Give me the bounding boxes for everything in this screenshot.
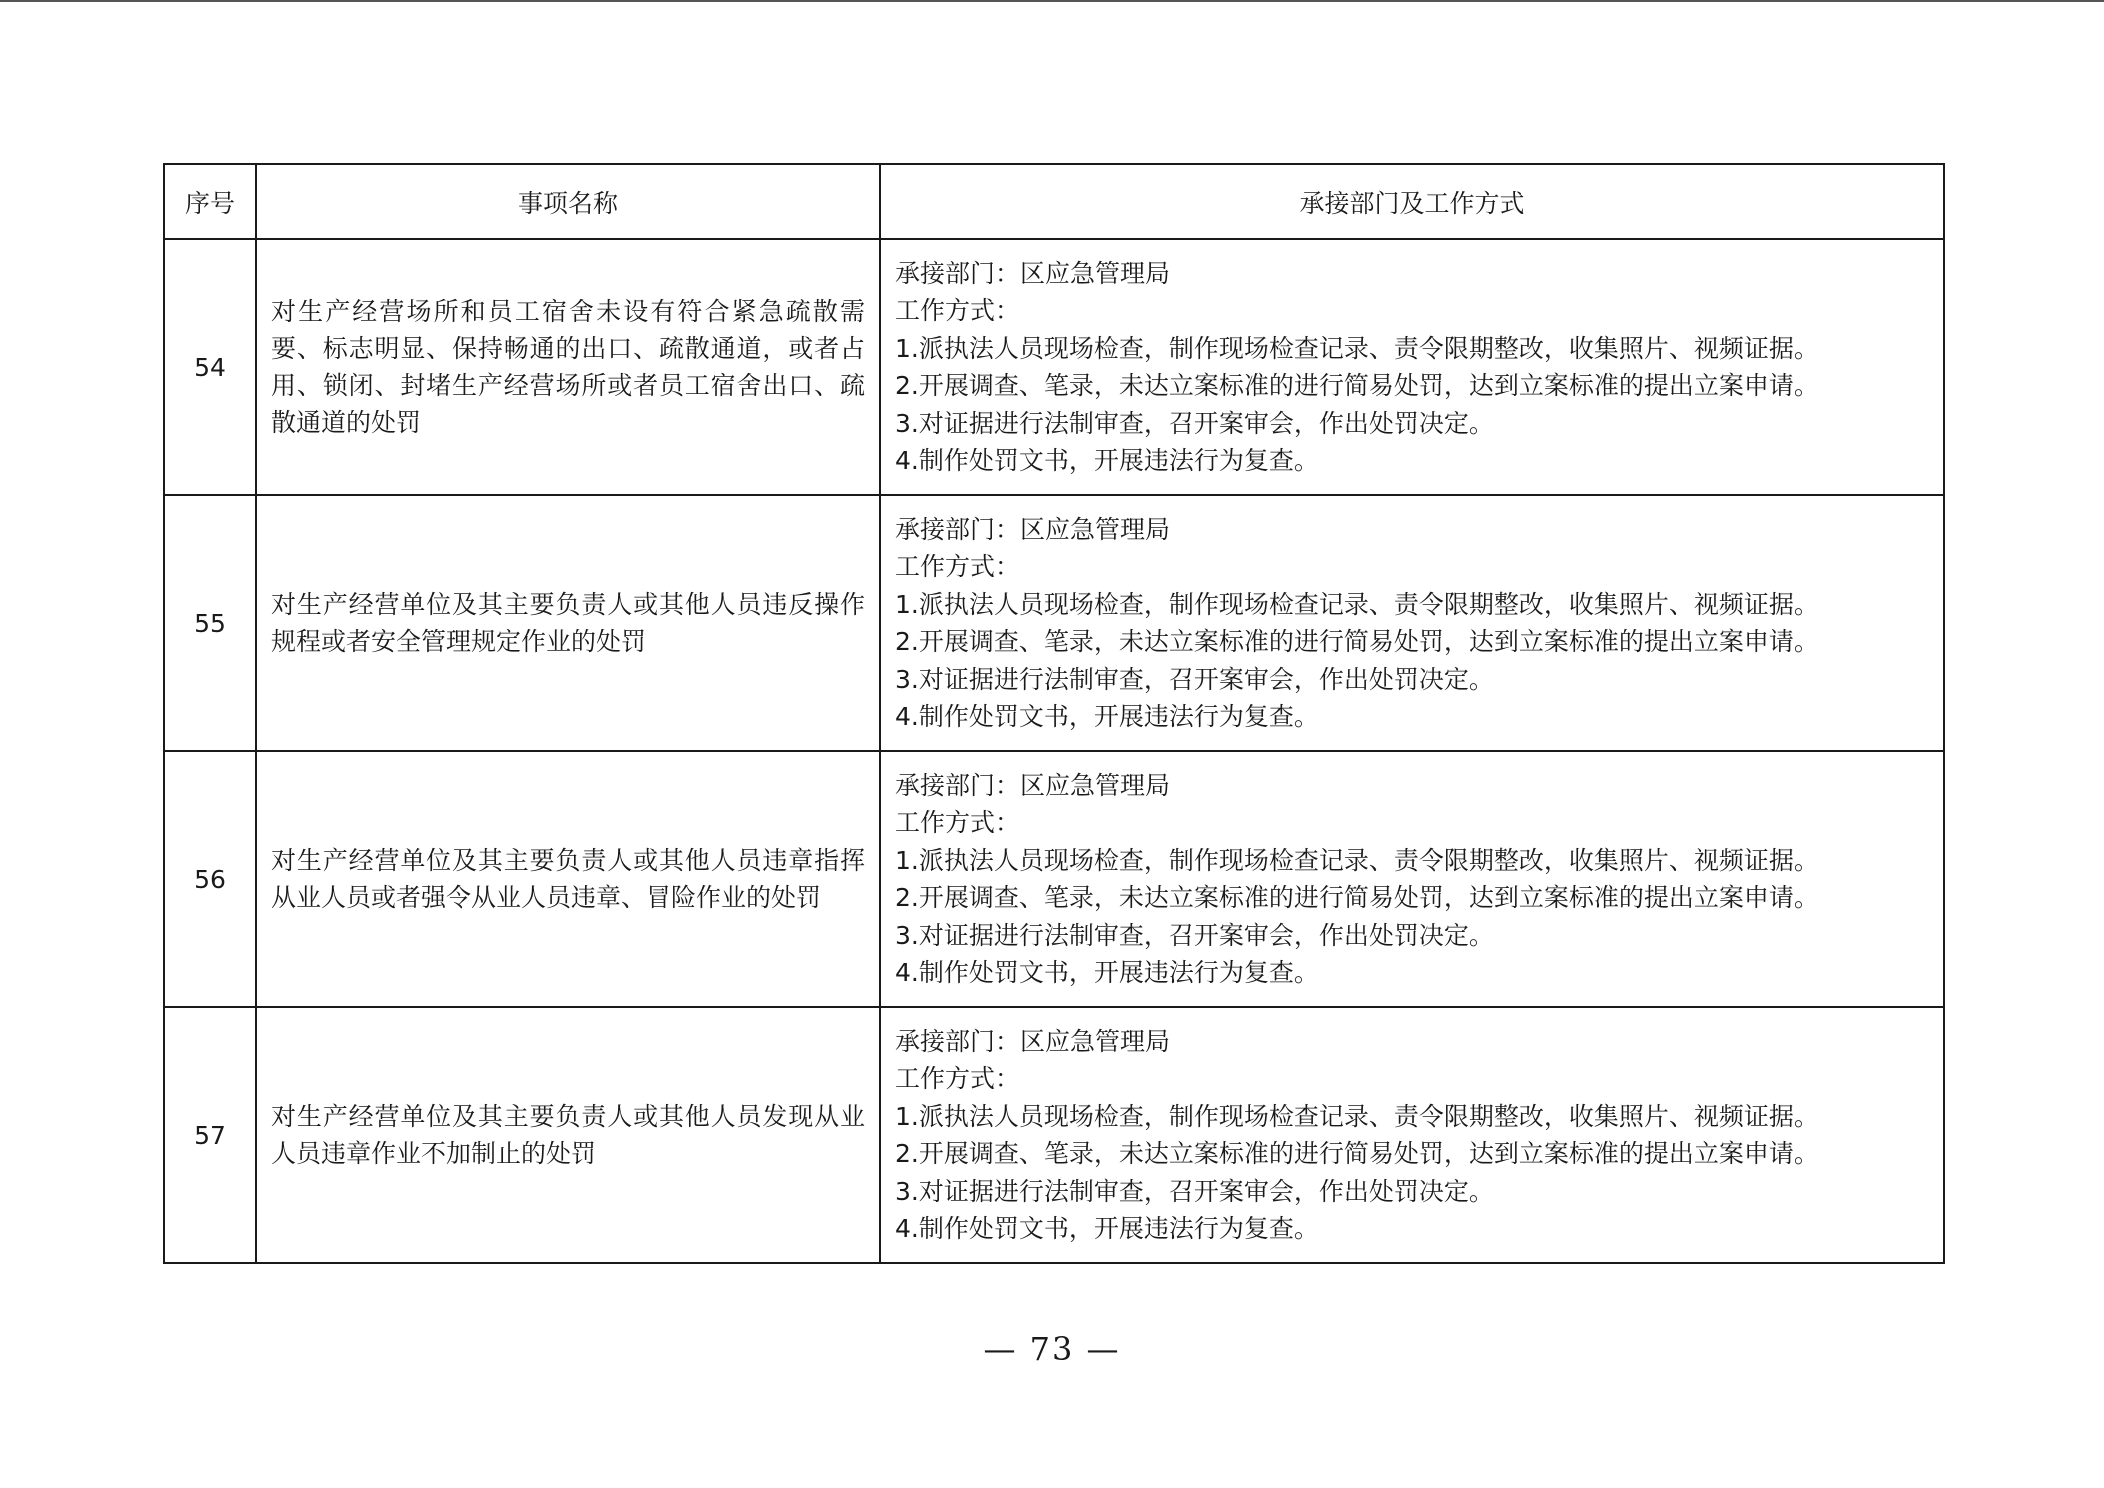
step-text: 开展调查、笔录，未达立案标准的进行简易处罚，达到立案标准的提出立案申请。 [918, 627, 1819, 656]
step-1 [895, 842, 1929, 880]
item-name-cell: 对生产经营单位及其主要负责人或其他人员违反操作规程或者安全管理规定作业的处罚 [256, 495, 880, 751]
table-row [164, 495, 1944, 751]
top-border-line [0, 0, 2104, 2]
step-number: 4. [895, 702, 919, 731]
step-text: 开展调查、笔录，未达立案标准的进行简易处罚，达到立案标准的提出立案申请。 [918, 371, 1819, 400]
step-3 [895, 1173, 1929, 1211]
step-2 [895, 367, 1929, 405]
step-text: 制作处罚文书，开展违法行为复查。 [918, 446, 1319, 475]
method-label: 工作方式： [895, 808, 1021, 837]
table-header [164, 164, 1944, 239]
step-text: 对证据进行法制审查，召开案审会，作出处罚决定。 [918, 920, 1494, 950]
serial-number-cell: 56 [164, 751, 256, 1007]
step-number: 1. [895, 845, 919, 875]
department-method-cell [880, 751, 1944, 1007]
step-number: 2. [895, 627, 919, 656]
step-2 [895, 1135, 1929, 1173]
header-item-name: 事项名称 [256, 164, 880, 239]
department-line: 承接部门：区应急管理局 [895, 258, 1171, 288]
step-text: 派执法人员现场检查，制作现场检查记录、责令限期整改，收集照片、视频证据。 [918, 1101, 1819, 1131]
serial-number-cell: 55 [164, 495, 256, 751]
step-text: 派执法人员现场检查，制作现场检查记录、责令限期整改，收集照片、视频证据。 [918, 333, 1819, 363]
step-text: 开展调查、笔录，未达立案标准的进行简易处罚，达到立案标准的提出立案申请。 [918, 1139, 1819, 1168]
department-method-cell [880, 495, 1944, 751]
department-method-cell [880, 239, 1944, 495]
step-text: 派执法人员现场检查，制作现场检查记录、责令限期整改，收集照片、视频证据。 [918, 845, 1819, 875]
step-number: 1. [895, 1101, 919, 1131]
department-method-cell [880, 1007, 1944, 1263]
step-4 [895, 442, 1929, 480]
method-label: 工作方式： [895, 1064, 1021, 1093]
step-text: 对证据进行法制审查，召开案审会，作出处罚决定。 [918, 1176, 1494, 1206]
header-department-and-method: 承接部门及工作方式 [880, 164, 1944, 239]
step-text: 制作处罚文书，开展违法行为复查。 [918, 702, 1319, 731]
step-1 [895, 586, 1929, 624]
step-number: 1. [895, 333, 919, 363]
step-number: 4. [895, 446, 919, 475]
step-text: 对证据进行法制审查，召开案审会，作出处罚决定。 [918, 664, 1494, 694]
step-4 [895, 1210, 1929, 1248]
step-1 [895, 1098, 1929, 1136]
step-number: 2. [895, 883, 919, 912]
department-line: 承接部门：区应急管理局 [895, 770, 1171, 800]
page-number: — 73 — [983, 1330, 1121, 1368]
method-label: 工作方式： [895, 552, 1021, 581]
matters-table [163, 163, 1945, 1264]
step-text: 开展调查、笔录，未达立案标准的进行简易处罚，达到立案标准的提出立案申请。 [918, 883, 1819, 912]
step-number: 4. [895, 1214, 919, 1243]
table-row [164, 239, 1944, 495]
serial-number-cell: 54 [164, 239, 256, 495]
step-number: 3. [895, 920, 919, 950]
step-3 [895, 405, 1929, 443]
method-label: 工作方式： [895, 296, 1021, 325]
table-row [164, 1007, 1944, 1263]
department-line: 承接部门：区应急管理局 [895, 1026, 1171, 1056]
step-text: 制作处罚文书，开展违法行为复查。 [918, 1214, 1319, 1243]
serial-number-cell: 57 [164, 1007, 256, 1263]
step-text: 对证据进行法制审查，召开案审会，作出处罚决定。 [918, 408, 1494, 438]
step-text: 制作处罚文书，开展违法行为复查。 [918, 958, 1319, 987]
step-number: 3. [895, 408, 919, 438]
step-number: 2. [895, 371, 919, 400]
step-text: 派执法人员现场检查，制作现场检查记录、责令限期整改，收集照片、视频证据。 [918, 589, 1819, 619]
step-2 [895, 623, 1929, 661]
table-row [164, 751, 1944, 1007]
step-number: 3. [895, 664, 919, 694]
item-name-cell: 对生产经营单位及其主要负责人或其他人员发现从业人员违章作业不加制止的处罚 [256, 1007, 880, 1263]
step-3 [895, 917, 1929, 955]
step-4 [895, 954, 1929, 992]
step-number: 2. [895, 1139, 919, 1168]
step-2 [895, 879, 1929, 917]
step-4 [895, 698, 1929, 736]
header-serial-number: 序号 [164, 164, 256, 239]
header-row [164, 164, 1944, 239]
step-number: 3. [895, 1176, 919, 1206]
item-name-cell: 对生产经营场所和员工宿舍未设有符合紧急疏散需要、标志明显、保持畅通的出口、疏散通道，或者占用、锁闭、封堵生产经营场所或者员工宿舍出口、疏散通道的处罚 [256, 239, 880, 495]
item-name-cell: 对生产经营单位及其主要负责人或其他人员违章指挥从业人员或者强令从业人员违章、冒险作业的处罚 [256, 751, 880, 1007]
step-number: 4. [895, 958, 919, 987]
department-line: 承接部门：区应急管理局 [895, 514, 1171, 544]
step-3 [895, 661, 1929, 699]
step-number: 1. [895, 589, 919, 619]
step-1 [895, 330, 1929, 368]
